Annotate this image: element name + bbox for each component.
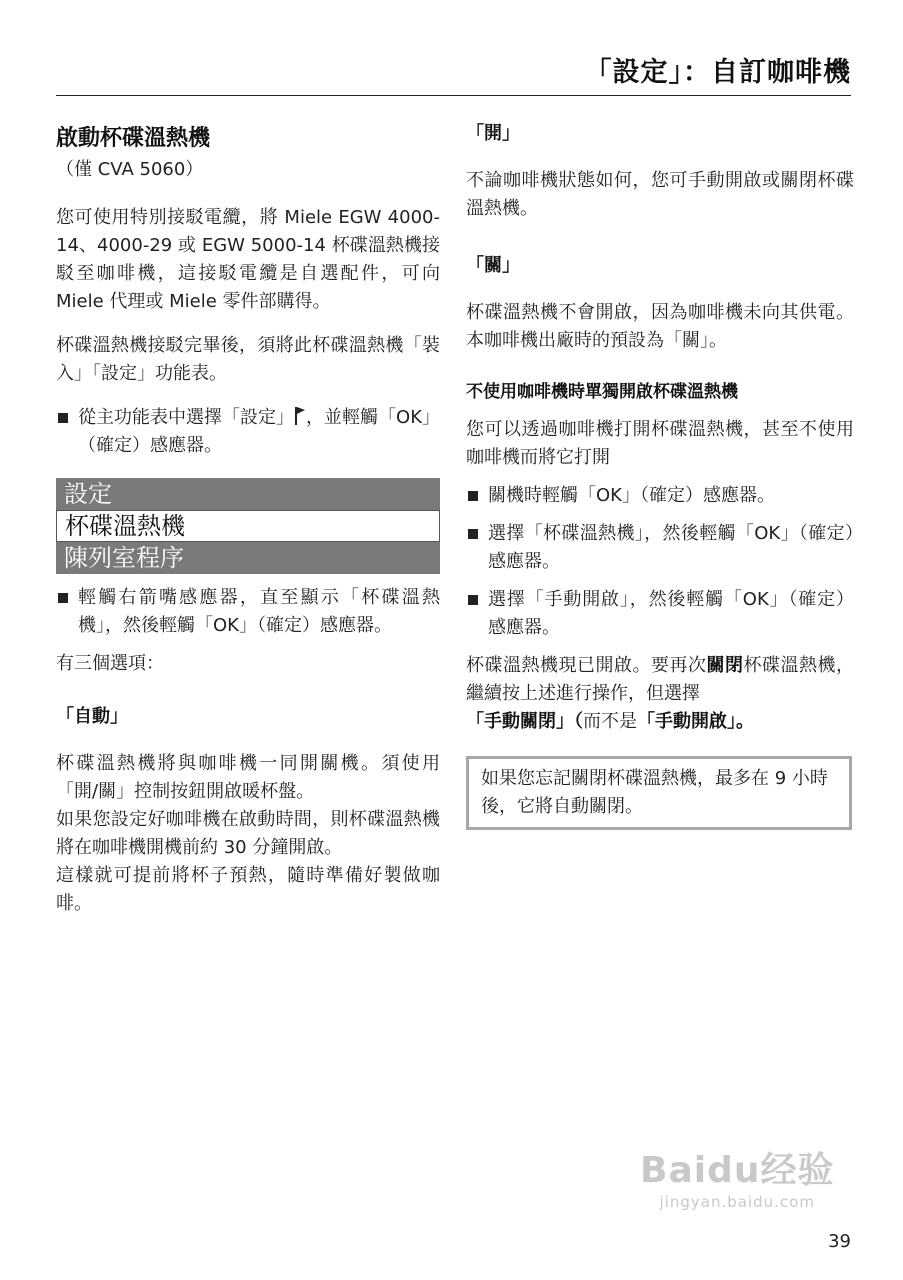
bullet-square-icon (468, 529, 478, 539)
closing-text-2: 杯碟溫熱機，繼續按上述進行操作，但選擇 (466, 655, 854, 704)
step-2-text: 輕觸右箭嘴感應器，直至顯示「杯碟溫熱機」，然後輕觸「OK」（確定）感應器。 (78, 587, 440, 636)
bullet-square-icon (58, 413, 68, 423)
left-column (56, 115, 440, 918)
display-menu (56, 478, 440, 574)
display-row-cup-warmer: 杯碟溫熱機 (56, 510, 440, 542)
page-number: 39 (828, 1231, 851, 1252)
bullet-square-icon (58, 593, 68, 603)
watermark-main: Baidu经验 (640, 1150, 835, 1191)
closing-bold-2: 「手動關閉」（ (466, 711, 583, 732)
step-bullet-1 (56, 404, 440, 460)
right-bullet-3-text: 選擇「手動開啟」，然後輕觸「OK」（確定）感應器。 (488, 589, 854, 638)
closing-paragraph (466, 652, 854, 736)
options-intro: 有三個選項： (56, 653, 164, 674)
auto-paragraph-1: 杯碟溫熱機將與咖啡機一同開關機。須使用「開/關」控制按鈕開啟暖杯盤。 (56, 753, 440, 802)
note-box: 如果您忘記關閉杯碟溫熱機，最多在 9 小時後，它將自動關閉。 (466, 756, 852, 830)
on-heading: 「開」 (466, 123, 520, 144)
right-bullet-2 (466, 520, 854, 576)
standalone-paragraph: 您可以透過咖啡機打開杯碟溫熱機，甚至不使用咖啡機而將它打開 (466, 419, 854, 468)
right-column (466, 115, 854, 830)
watermark-url: jingyan.baidu.com (659, 1193, 815, 1211)
off-heading: 「關」 (466, 255, 520, 276)
install-paragraph: 杯碟溫熱機接駁完畢後，須將此杯碟溫熱機「裝入」「設定」功能表。 (56, 335, 440, 384)
section-heading: 啟動杯碟溫熱機 (56, 126, 211, 151)
step-bullet-2 (56, 584, 440, 640)
step-1-text-b: ，並輕觸「OK」（確定）感應器。 (78, 407, 440, 456)
page-header-title: 「設定」：自訂咖啡機 (584, 57, 851, 88)
closing-bold-1: 關閉 (706, 655, 744, 676)
on-paragraph: 不論咖啡機狀態如何，您可手動開啟或關閉杯碟溫熱機。 (466, 170, 854, 219)
auto-paragraph-3: 這樣就可提前將杯子預熱，隨時準備好製做咖啡。 (56, 865, 440, 914)
bullet-square-icon (468, 595, 478, 605)
auto-heading: 「自動」 (56, 706, 128, 727)
display-row-showroom: 陳列室程序 (56, 542, 440, 574)
header-divider (56, 95, 851, 96)
model-note: （僅 CVA 5060） (56, 159, 204, 180)
closing-bold-3: 「手動開啟」。 (637, 711, 754, 732)
bullet-square-icon (468, 491, 478, 501)
right-bullet-3 (466, 586, 854, 642)
right-bullet-2-text: 選擇「杯碟溫熱機」，然後輕觸「OK」（確定）感應器。 (488, 523, 854, 572)
closing-text-1: 杯碟溫熱機現已開啟。要再次 (466, 655, 707, 676)
right-bullet-1-text: 關機時輕觸「OK」（確定）感應器。 (488, 485, 775, 506)
step-1-text-a: 從主功能表中選擇「設定」 (78, 407, 295, 428)
display-row-settings: 設定 (56, 478, 440, 510)
right-bullet-1 (466, 482, 854, 510)
closing-text-3: 而不是 (583, 711, 637, 732)
auto-paragraph-2: 如果您設定好咖啡機在啟動時間，則杯碟溫熱機將在咖啡機開機前約 30 分鐘開啟。 (56, 809, 440, 858)
intro-paragraph: 您可使用特別接駁電纜，將 Miele EGW 4000-14、4000-29 或 EGW 5000-14 杯碟溫熱機接駁至咖啡機，這接駁電纜是自選配件，可向 Miele 代理或 Miele 零件部購得。 (56, 207, 440, 312)
watermark (640, 1142, 834, 1211)
settings-flag-icon (294, 406, 306, 426)
off-paragraph: 杯碟溫熱機不會開啟，因為咖啡機未向其供電。本咖啡機出廠時的預設為「關」。 (466, 302, 854, 351)
standalone-heading: 不使用咖啡機時單獨開啟杯碟溫熱機 (466, 382, 738, 402)
